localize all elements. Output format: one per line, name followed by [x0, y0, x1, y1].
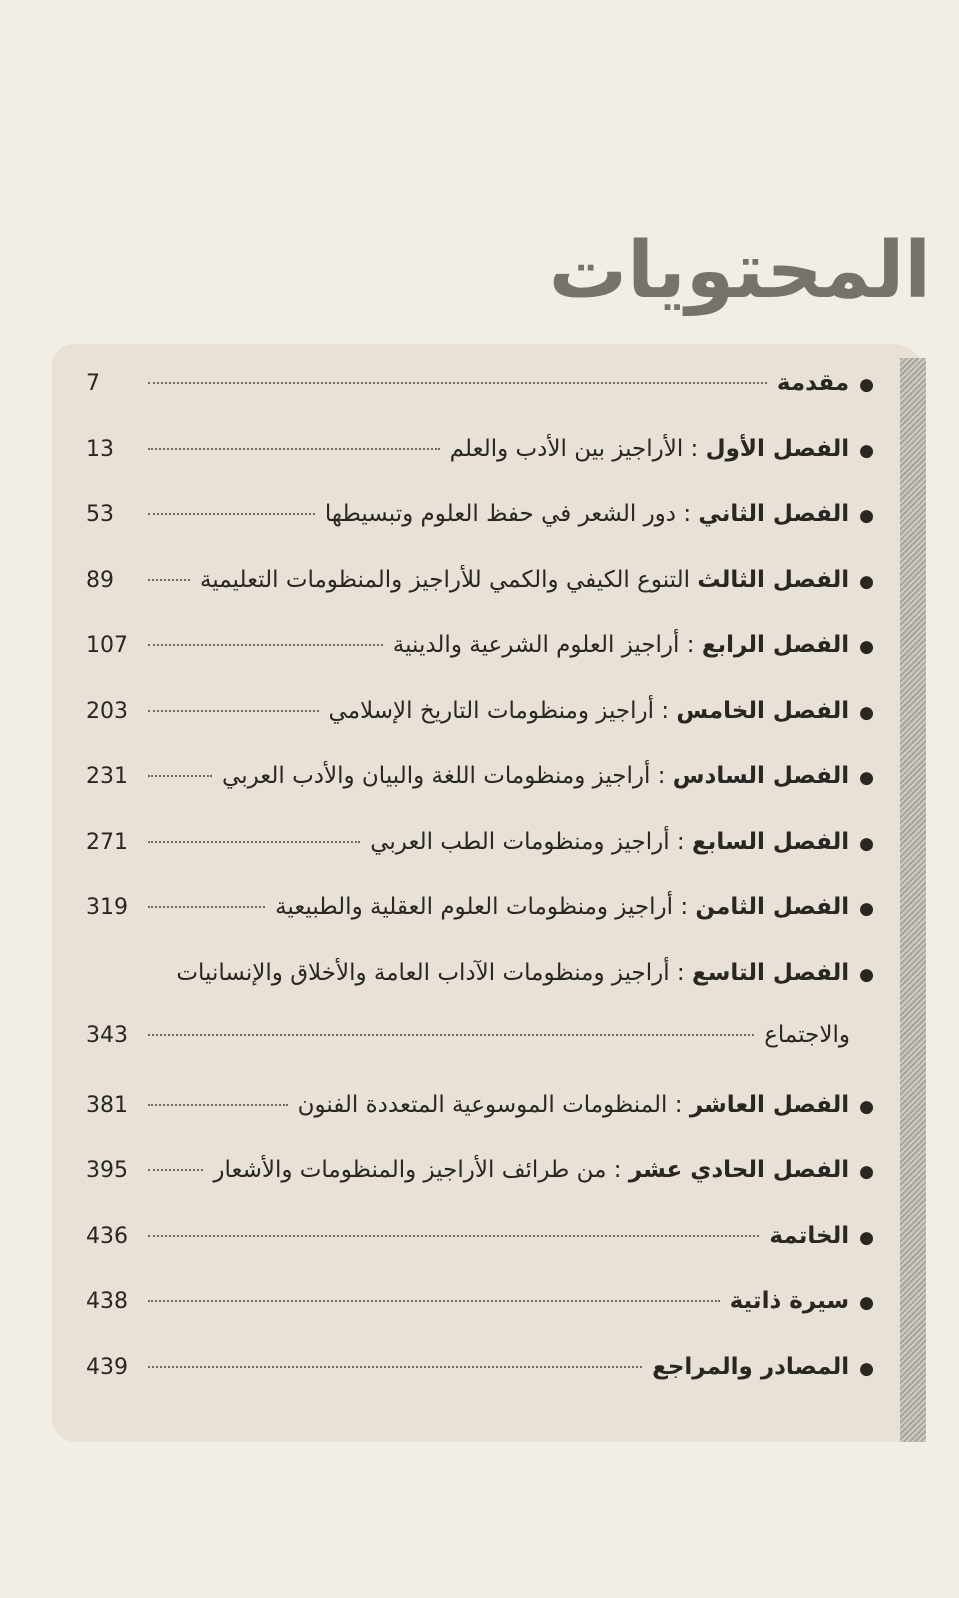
entry-title: المنظومات الموسوعية المتعددة الفنون [297, 1091, 668, 1118]
toc-entry[interactable] [86, 894, 874, 960]
entry-title: أراجيز ومنظومات اللغة والبيان والأدب العربي [222, 763, 651, 789]
entry-title: أراجيز ومنظومات العلوم العقلية والطبيعية [275, 894, 674, 920]
page-number: 436 [86, 1223, 128, 1249]
page-number: 395 [86, 1158, 128, 1183]
entry-title: دور الشعر في حفظ العلوم وتبسيطها [324, 501, 677, 527]
entry-heading: الفصل الثاني [698, 501, 850, 527]
dot-leader [148, 1366, 642, 1368]
toc-entry[interactable] [86, 763, 874, 829]
page-number: 343 [86, 1022, 128, 1048]
entry-separator: : [650, 763, 673, 789]
page-number: 439 [86, 1354, 128, 1380]
entry-separator: : [669, 828, 692, 855]
bullet-icon: ● [859, 1096, 874, 1117]
page-number: 53 [86, 502, 114, 527]
toc-entry[interactable] [86, 1092, 874, 1158]
page-number: 381 [86, 1092, 128, 1118]
dot-leader [148, 1034, 754, 1036]
entry-title: من طرائف الأراجيز والمنظومات والأشعار [213, 1157, 607, 1183]
entry-heading: الفصل الحادي عشر [628, 1157, 850, 1183]
bullet-icon: ● [859, 1293, 874, 1313]
entry-heading: الفصل الثالث [697, 566, 850, 593]
page-number: 89 [86, 567, 114, 593]
entry-separator: : [654, 697, 677, 724]
toc-entry[interactable] [86, 1223, 874, 1289]
entry-separator: : [669, 959, 692, 986]
entry-separator: : [679, 632, 702, 658]
dot-leader [148, 448, 440, 450]
entry-separator: : [667, 1091, 690, 1118]
entry-heading: الخاتمة [769, 1222, 850, 1249]
entry-separator: : [683, 435, 706, 462]
bullet-icon: ● [859, 506, 874, 526]
toc-entry[interactable] [86, 1288, 874, 1354]
entry-heading: الفصل الثامن [695, 894, 850, 920]
page-number: 271 [86, 829, 128, 855]
toc-entry[interactable] [86, 370, 874, 436]
entry-title: أراجيز ومنظومات الطب العربي [370, 828, 670, 855]
entry-heading: المصادر والمراجع [652, 1353, 850, 1380]
page-number: 231 [86, 764, 128, 789]
bullet-icon: ● [859, 964, 874, 985]
toc-entry[interactable] [86, 960, 874, 1022]
page-title: المحتويات [548, 226, 931, 316]
entry-title-continuation: والاجتماع [764, 1021, 850, 1048]
entry-separator: : [673, 894, 696, 920]
bullet-icon: ● [859, 1358, 874, 1379]
dot-leader [148, 1235, 759, 1237]
page-number: 13 [86, 436, 114, 462]
decorative-stripe [900, 358, 926, 1442]
entry-heading: الفصل الرابع [701, 632, 850, 658]
bullet-icon: ● [859, 571, 874, 592]
toc-entry[interactable] [86, 501, 874, 567]
dot-leader [148, 1169, 203, 1171]
entry-separator [690, 567, 697, 595]
dot-leader [148, 775, 212, 777]
toc-entry[interactable] [86, 1157, 874, 1223]
dot-leader [148, 513, 315, 515]
entry-heading: الفصل الأول [705, 435, 850, 462]
entry-title: أراجيز ومنظومات الآداب العامة والأخلاق والإنسانيات [176, 959, 670, 986]
entry-separator: : [676, 501, 699, 527]
bullet-icon: ● [859, 702, 874, 723]
dot-leader [148, 644, 383, 646]
dot-leader [148, 1104, 288, 1106]
bullet-icon: ● [859, 375, 874, 395]
dot-leader [148, 710, 319, 712]
entry-separator: : [606, 1157, 629, 1183]
toc-entry[interactable] [86, 829, 874, 895]
entry-heading: سيرة ذاتية [729, 1288, 850, 1314]
toc-entry-continuation [86, 1022, 874, 1092]
bullet-icon: ● [859, 768, 874, 788]
page-number: 107 [86, 633, 128, 658]
entry-heading: الفصل السابع [691, 828, 850, 855]
bullet-icon: ● [859, 440, 874, 461]
toc-entry[interactable] [86, 436, 874, 502]
entry-heading: مقدمة [776, 370, 850, 396]
toc-entry[interactable] [86, 698, 874, 764]
bullet-icon: ● [859, 833, 874, 854]
entry-title: التنوع الكيفي والكمي للأراجيز والمنظومات التعليمية [199, 566, 691, 593]
entry-heading: الفصل السادس [672, 763, 850, 789]
dot-leader [148, 1300, 720, 1302]
entry-heading: الفصل التاسع [692, 959, 850, 986]
toc-entry[interactable] [86, 632, 874, 698]
dot-leader [148, 841, 360, 843]
page-number: 438 [86, 1289, 128, 1314]
toc-entry[interactable] [86, 1354, 874, 1420]
table-of-contents [86, 370, 874, 1419]
dot-leader [148, 906, 265, 908]
bullet-icon: ● [859, 1162, 874, 1182]
bullet-icon: ● [859, 899, 874, 919]
dot-leader [148, 382, 767, 384]
entry-title: أراجيز العلوم الشرعية والدينية [392, 632, 680, 658]
bullet-icon: ● [859, 637, 874, 657]
bullet-icon: ● [859, 1227, 874, 1248]
entry-title: الأراجيز بين الأدب والعلم [449, 435, 684, 462]
page-number: 319 [86, 895, 128, 920]
entry-title: أراجيز ومنظومات التاريخ الإسلامي [328, 697, 655, 724]
entry-heading: الفصل الخامس [676, 697, 850, 724]
dot-leader [148, 579, 190, 581]
toc-entry[interactable] [86, 567, 874, 633]
page-number: 203 [86, 698, 128, 724]
page-number: 7 [86, 371, 100, 396]
entry-heading: الفصل العاشر [689, 1091, 850, 1118]
